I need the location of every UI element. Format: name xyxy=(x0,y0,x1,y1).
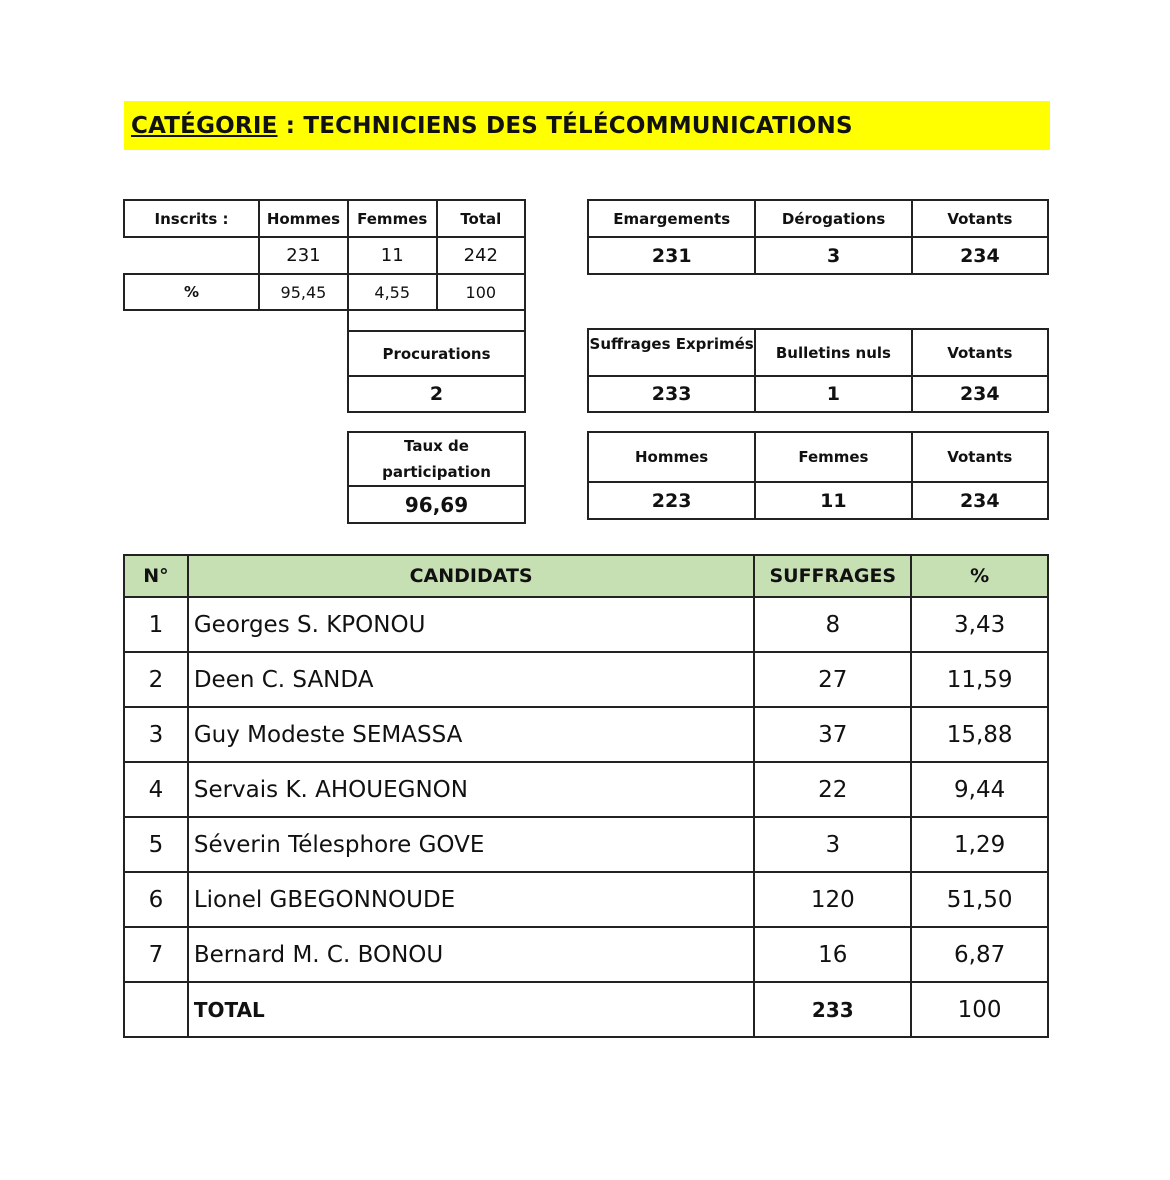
table-row xyxy=(124,872,1048,927)
table-row xyxy=(124,652,1048,707)
inscrits-pct-total: 100 xyxy=(437,274,525,310)
header-emargements: Emargements xyxy=(588,200,755,237)
value-emargements: 231 xyxy=(588,237,755,274)
procurations-label: Procurations xyxy=(348,331,525,376)
header-votants-2: Votants xyxy=(912,329,1048,376)
value-hommes: 223 xyxy=(588,482,755,519)
candidate-name: Séverin Télesphore GOVE xyxy=(188,817,755,872)
candidate-votes: 16 xyxy=(754,927,911,982)
candidate-votes: 37 xyxy=(754,707,911,762)
candidate-number: 3 xyxy=(124,707,188,762)
header-hommes: Hommes xyxy=(588,432,755,482)
candidate-percent: 6,87 xyxy=(911,927,1048,982)
value-bulletins-nuls: 1 xyxy=(755,376,911,412)
total-label: TOTAL xyxy=(188,982,755,1037)
total-percent: 100 xyxy=(911,982,1048,1037)
candidate-votes: 3 xyxy=(754,817,911,872)
inscrits-header-hommes: Hommes xyxy=(259,200,348,237)
header-votants: Votants xyxy=(912,200,1048,237)
candidate-name: Guy Modeste SEMASSA xyxy=(188,707,755,762)
inscrits-header-femmes: Femmes xyxy=(348,200,437,237)
total-empty-cell xyxy=(124,982,188,1037)
category-label: CATÉGORIE xyxy=(131,112,278,139)
gender-table xyxy=(587,431,1049,520)
category-separator: : xyxy=(277,112,304,139)
header-suffrages-exprimes: Suffrages Exprimés xyxy=(588,329,755,376)
inscrits-pct-label: % xyxy=(124,274,259,310)
header-suffrages: SUFFRAGES xyxy=(754,555,911,597)
taux-value: 96,69 xyxy=(348,486,525,523)
header-percent: % xyxy=(911,555,1048,597)
inscrits-header-total: Total xyxy=(437,200,525,237)
candidate-name: Servais K. AHOUEGNON xyxy=(188,762,755,817)
value-derogations: 3 xyxy=(755,237,911,274)
inscrits-empty-cell xyxy=(124,237,259,274)
candidate-number: 4 xyxy=(124,762,188,817)
header-bulletins-nuls: Bulletins nuls xyxy=(755,329,911,376)
candidate-percent: 3,43 xyxy=(911,597,1048,652)
candidate-name: Deen C. SANDA xyxy=(188,652,755,707)
value-votants-2: 234 xyxy=(912,376,1048,412)
candidate-number: 6 xyxy=(124,872,188,927)
header-candidats: CANDIDATS xyxy=(188,555,755,597)
candidate-percent: 11,59 xyxy=(911,652,1048,707)
header-femmes: Femmes xyxy=(755,432,911,482)
candidate-percent: 51,50 xyxy=(911,872,1048,927)
procurations-spacer xyxy=(348,310,525,331)
candidate-name: Georges S. KPONOU xyxy=(188,597,755,652)
inscrits-table xyxy=(123,199,526,311)
candidate-name: Lionel GBEGONNOUDE xyxy=(188,872,755,927)
suffrages-table xyxy=(587,328,1049,413)
candidate-number: 1 xyxy=(124,597,188,652)
candidate-votes: 120 xyxy=(754,872,911,927)
candidate-votes: 22 xyxy=(754,762,911,817)
value-femmes: 11 xyxy=(755,482,911,519)
candidate-name: Bernard M. C. BONOU xyxy=(188,927,755,982)
header-votants-3: Votants xyxy=(912,432,1048,482)
procurations-table xyxy=(347,309,526,413)
inscrits-label: Inscrits : xyxy=(124,200,259,237)
category-title xyxy=(124,101,1050,150)
procurations-value: 2 xyxy=(348,376,525,412)
inscrits-pct-femmes: 4,55 xyxy=(348,274,437,310)
candidate-number: 7 xyxy=(124,927,188,982)
inscrits-value-total: 242 xyxy=(437,237,525,274)
table-row xyxy=(124,707,1048,762)
table-row xyxy=(124,927,1048,982)
category-name: TECHNICIENS DES TÉLÉCOMMUNICATIONS xyxy=(303,112,853,139)
inscrits-value-femmes: 11 xyxy=(348,237,437,274)
header-derogations: Dérogations xyxy=(755,200,911,237)
inscrits-value-hommes: 231 xyxy=(259,237,348,274)
candidate-percent: 9,44 xyxy=(911,762,1048,817)
value-votants: 234 xyxy=(912,237,1048,274)
candidate-percent: 15,88 xyxy=(911,707,1048,762)
table-row xyxy=(124,597,1048,652)
candidate-number: 2 xyxy=(124,652,188,707)
taux-table xyxy=(347,431,526,524)
taux-label: Taux de participation xyxy=(348,432,525,486)
inscrits-pct-hommes: 95,45 xyxy=(259,274,348,310)
total-votes: 233 xyxy=(754,982,911,1037)
candidate-number: 5 xyxy=(124,817,188,872)
candidate-votes: 27 xyxy=(754,652,911,707)
header-number: N° xyxy=(124,555,188,597)
candidate-percent: 1,29 xyxy=(911,817,1048,872)
value-suffrages-exprimes: 233 xyxy=(588,376,755,412)
table-row xyxy=(124,817,1048,872)
value-votants-3: 234 xyxy=(912,482,1048,519)
candidate-votes: 8 xyxy=(754,597,911,652)
emargements-table xyxy=(587,199,1049,275)
candidates-table xyxy=(123,554,1049,1038)
table-row xyxy=(124,762,1048,817)
